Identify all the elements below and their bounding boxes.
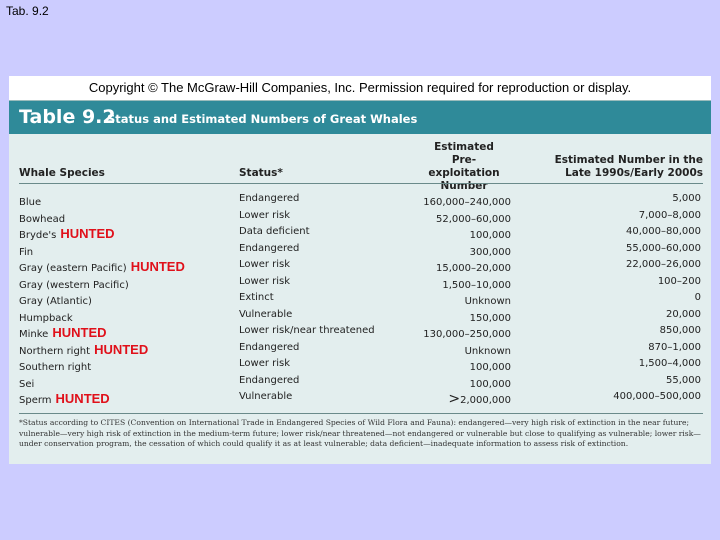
cell-pre-exploitation <box>470 358 511 374</box>
cell-pre-exploitation <box>442 276 511 292</box>
cell-status: Vulnerable <box>239 308 293 320</box>
species-name: Bowhead <box>19 213 66 225</box>
cell-pre-exploitation <box>423 325 511 341</box>
cell-current-estimate: 40,000–80,000 <box>626 226 701 237</box>
cell-species <box>19 325 107 340</box>
cell-pre-exploitation <box>465 292 511 308</box>
pre-exploitation-value: 160,000–240,000 <box>423 197 511 208</box>
table-title: Status and Estimated Numbers of Great Whales <box>107 112 418 126</box>
hunted-marker: HUNTED <box>130 259 185 274</box>
header-late-line2: Late 1990s/Early 2000s <box>565 167 703 179</box>
pre-exploitation-value: 300,000 <box>469 246 511 258</box>
pre-exploitation-value: 1,500–10,000 <box>442 279 511 291</box>
header-divider <box>19 183 703 184</box>
cell-pre-exploitation <box>470 309 511 325</box>
table-row <box>9 225 711 242</box>
table-row <box>9 258 711 275</box>
cell-current-estimate: 5,000 <box>672 193 701 204</box>
cell-pre-exploitation <box>436 210 511 226</box>
cell-species <box>19 193 45 208</box>
cell-current-estimate: 1,500–4,000 <box>638 358 701 369</box>
hunted-marker: HUNTED <box>94 341 149 357</box>
table-title-bar <box>9 101 711 134</box>
table-row <box>9 242 711 259</box>
pre-exploitation-value: 100,000 <box>469 362 511 373</box>
cell-status: Lower risk <box>239 209 291 221</box>
greater-than-prefix: > <box>448 391 461 407</box>
table-body <box>9 192 711 407</box>
cell-status: Endangered <box>239 193 300 204</box>
cell-status: Lower risk <box>239 275 291 287</box>
cell-pre-exploitation <box>448 391 511 407</box>
cell-species <box>19 342 148 357</box>
hunted-marker: HUNTED <box>60 226 115 241</box>
cell-status: Extinct <box>239 292 274 303</box>
table-row <box>9 324 711 341</box>
cell-current-estimate: 7,000–8,000 <box>638 209 701 221</box>
pre-exploitation-value: 130,000–250,000 <box>423 329 511 340</box>
table-row <box>9 390 711 407</box>
pre-exploitation-value: 100,000 <box>469 230 511 241</box>
table-panel <box>9 100 711 464</box>
table-row <box>9 291 711 308</box>
cell-current-estimate: 55,000–60,000 <box>626 242 701 254</box>
table-figure <box>9 76 711 463</box>
pre-exploitation-value: 15,000–20,000 <box>436 263 511 274</box>
header-pre-exploitation <box>419 141 509 193</box>
species-name: Southern right <box>19 362 92 373</box>
species-name: Northern right <box>19 345 91 357</box>
species-name: Sei <box>19 378 35 390</box>
cell-species <box>19 375 38 390</box>
cell-status: Endangered <box>239 341 300 353</box>
pre-exploitation-value: Unknown <box>464 345 511 357</box>
cell-status: Endangered <box>239 374 300 386</box>
table-row <box>9 357 711 374</box>
cell-status: Data deficient <box>239 226 310 237</box>
cell-current-estimate: 850,000 <box>659 325 701 336</box>
header-late-line1: Estimated Number in the <box>554 154 703 166</box>
cell-species <box>19 243 37 258</box>
slide-label: Tab. 9.2 <box>6 4 49 18</box>
cell-current-estimate: 20,000 <box>666 308 701 320</box>
cell-species <box>19 210 69 225</box>
cell-current-estimate: 400,000–500,000 <box>613 391 701 402</box>
table-row <box>9 374 711 391</box>
table-row <box>9 209 711 226</box>
pre-exploitation-value: 150,000 <box>469 312 511 324</box>
table-footnote: *Status according to CITES (Convention on International Trade in Endangered Species of Wild Flora and Fauna): endangered—very high risk of extinction in the near future; vulnerable—very high risk of extinction in the medium-term future; lower risk/near threatened—not endangered or vulnerable but close to qualifying as vulnerable; lower risk—under conservation program, the cessation of which could qualify it as at least vulnerable; data deficient—inadequate information to assess risk of extinction. <box>19 418 701 448</box>
cell-pre-exploitation <box>470 226 511 242</box>
copyright-notice: Copyright © The McGraw-Hill Companies, Inc. Permission required for reproduction or display. <box>88 80 632 95</box>
species-name: Sperm <box>19 395 52 406</box>
cell-pre-exploitation <box>423 193 511 209</box>
cell-species <box>19 358 95 373</box>
cell-status: Lower risk <box>239 259 291 270</box>
footnote-divider <box>19 413 703 414</box>
header-pre-line3: Number <box>440 180 488 192</box>
cell-status: Lower risk/near threatened <box>239 325 375 336</box>
cell-species <box>19 226 115 241</box>
cell-pre-exploitation <box>470 243 511 259</box>
header-pre-line1: Estimated <box>434 141 494 153</box>
cell-current-estimate: 870–1,000 <box>648 341 701 353</box>
table-row <box>9 192 711 209</box>
table-row <box>9 341 711 358</box>
cell-species <box>19 259 185 274</box>
cell-pre-exploitation <box>465 342 511 358</box>
header-late-estimate <box>555 154 703 180</box>
species-name: Bryde's <box>19 230 57 241</box>
table-row <box>9 275 711 292</box>
cell-current-estimate: 0 <box>694 292 701 303</box>
pre-exploitation-value: 52,000–60,000 <box>436 213 511 225</box>
species-name: Minke <box>19 329 49 340</box>
cell-current-estimate: 100–200 <box>657 275 701 287</box>
cell-pre-exploitation <box>470 375 511 391</box>
species-name: Fin <box>19 246 34 258</box>
species-name: Blue <box>19 197 42 208</box>
species-name: Humpback <box>19 312 73 324</box>
pre-exploitation-value: Unknown <box>464 296 511 307</box>
pre-exploitation-value: 100,000 <box>469 378 511 390</box>
header-pre-line2: Pre-exploitation <box>428 154 500 179</box>
cell-species <box>19 276 133 291</box>
hunted-marker: HUNTED <box>55 391 110 406</box>
header-species: Whale Species <box>19 167 105 179</box>
table-number: Table 9.2 <box>19 106 116 128</box>
cell-current-estimate: 22,000–26,000 <box>626 259 701 270</box>
cell-status: Lower risk <box>239 358 291 369</box>
table-row <box>9 308 711 325</box>
cell-pre-exploitation <box>436 259 511 275</box>
cell-species <box>19 391 110 406</box>
cell-status: Endangered <box>239 242 300 254</box>
species-name: Gray (western Pacific) <box>19 279 129 291</box>
cell-species <box>19 292 96 307</box>
cell-current-estimate: 55,000 <box>666 374 701 386</box>
species-name: Gray (Atlantic) <box>19 296 92 307</box>
pre-exploitation-value: 2,000,000 <box>460 395 511 406</box>
cell-species <box>19 309 77 324</box>
header-status: Status* <box>239 167 283 179</box>
species-name: Gray (eastern Pacific) <box>19 263 127 274</box>
cell-status: Vulnerable <box>239 391 293 402</box>
hunted-marker: HUNTED <box>52 325 107 340</box>
